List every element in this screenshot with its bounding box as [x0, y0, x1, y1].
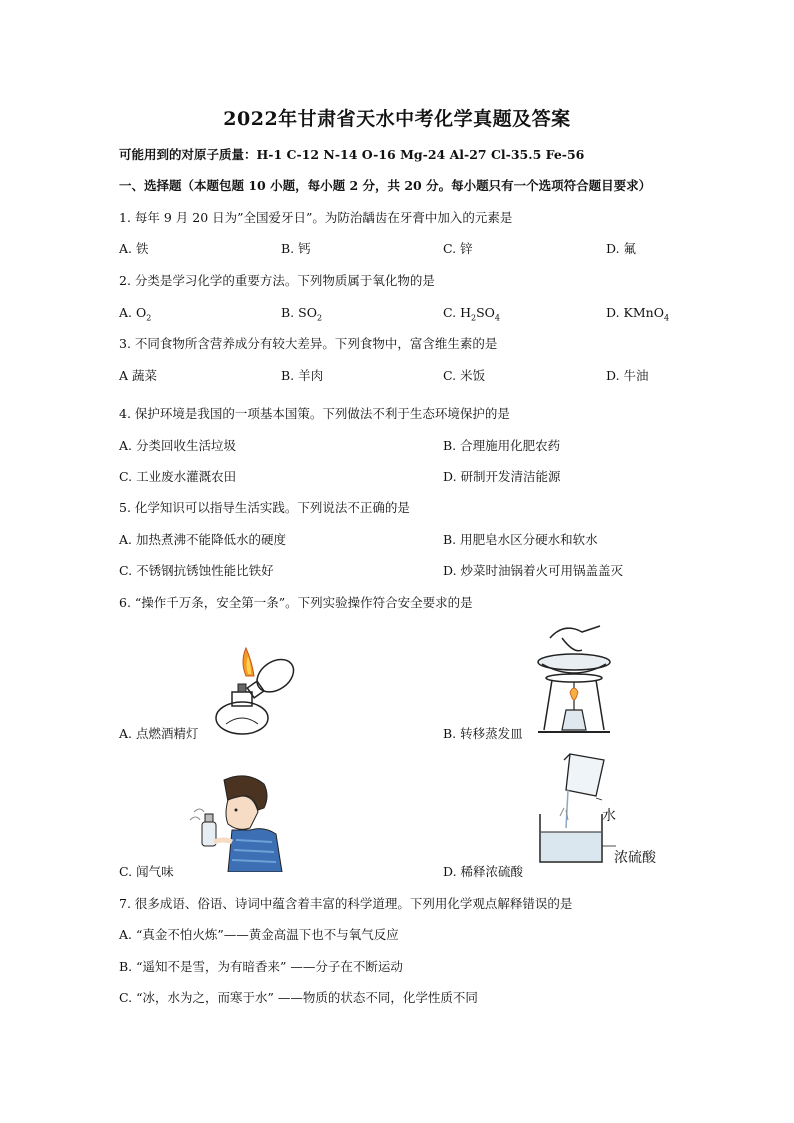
evaporating-dish-figure [530, 620, 620, 740]
q3-option-a: A 蔬菜 [119, 368, 158, 383]
q2-option-b: B. $SO_2$ [281, 305, 323, 323]
smelling-gas-figure [184, 772, 284, 872]
question-4-stem: 4. 保护环境是我国的一项基本国策。下列做法不利于生态环境保护的是 [119, 406, 510, 421]
q3-option-b: B. 羊肉 [281, 368, 324, 383]
q3-option-d: D. 牛油 [606, 368, 649, 383]
atomic-masses: 可能用到的对原子质量：H-1 C-12 N-14 O-16 Mg-24 Al-27 Cl-35.5 Fe-56 [119, 147, 585, 162]
section-heading: 一、选择题（本题包题 10 小题，每小题 2 分，共 20 分。每小题只有一个选项符合题目要求） [119, 178, 652, 193]
q4-option-d: D. 研制开发清洁能源 [443, 469, 561, 484]
question-7-stem: 7. 很多成语、俗语、诗词中蕴含着丰富的科学道理。下列用化学观点解释错误的是 [119, 896, 573, 911]
q5-option-c: C. 不锈钢抗锈蚀性能比铁好 [119, 563, 274, 578]
question-6-stem: 6. “操作千万条，安全第一条”。下列实验操作符合安全要求的是 [119, 595, 473, 610]
q7-option-a: A. “真金不怕火炼”——黄金高温下也不与氧气反应 [119, 927, 399, 942]
q6-option-a: A. 点燃酒精灯 [119, 726, 199, 741]
q6-option-d: D. 稀释浓硫酸 [443, 864, 524, 879]
q4-option-b: B. 合理施用化肥农药 [443, 438, 561, 453]
acid-label: 浓硫酸 [614, 850, 656, 866]
q6-option-c: C. 闻气味 [119, 864, 174, 879]
q5-option-b: B. 用肥皂水区分硬水和软水 [443, 532, 598, 547]
q1-option-c: C. 锌 [443, 241, 473, 256]
q1-option-b: B. 钙 [281, 241, 311, 256]
q6-option-b: B. 转移蒸发皿 [443, 726, 523, 741]
q7-option-b: B. “遥知不是雪，为有暗香来” ——分子在不断运动 [119, 959, 403, 974]
alcohol-lamp-figure [210, 640, 310, 740]
q5-option-a: A. 加热煮沸不能降低水的硬度 [119, 532, 286, 547]
q2-option-d: D. KMnO$_4$ [606, 305, 670, 323]
q7-option-c: C. “冰，水为之，而寒于水” ——物质的状态不同，化学性质不同 [119, 990, 478, 1005]
q2-option-c: C. $H_2SO_4$ [443, 305, 500, 323]
q4-option-c: C. 工业废水灌溉农田 [119, 469, 237, 484]
q4-option-a: A. 分类回收生活垃圾 [119, 438, 236, 453]
question-1-stem: 1. 每年 9 月 20 日为”全国爱牙日”。为防治龋齿在牙膏中加入的元素是 [119, 210, 513, 225]
page-title: 2022年甘肃省天水中考化学真题及答案 [223, 108, 571, 130]
question-5-stem: 5. 化学知识可以指导生活实践。下列说法不正确的是 [119, 500, 410, 515]
question-3-stem: 3. 不同食物所含营养成分有较大差异。下列食物中，富含维生素的是 [119, 336, 498, 351]
water-label: 水 [602, 808, 616, 824]
q1-option-d: D. 氟 [606, 241, 637, 256]
q5-option-d: D. 炒菜时油锅着火可用锅盖盖灭 [443, 563, 624, 578]
question-2-stem: 2. 分类是学习化学的重要方法。下列物质属于氧化物的是 [119, 273, 435, 288]
q3-option-c: C. 米饭 [443, 368, 486, 383]
q2-option-a: A. $O_2$ [119, 305, 152, 323]
q1-option-a: A. 铁 [119, 241, 149, 256]
